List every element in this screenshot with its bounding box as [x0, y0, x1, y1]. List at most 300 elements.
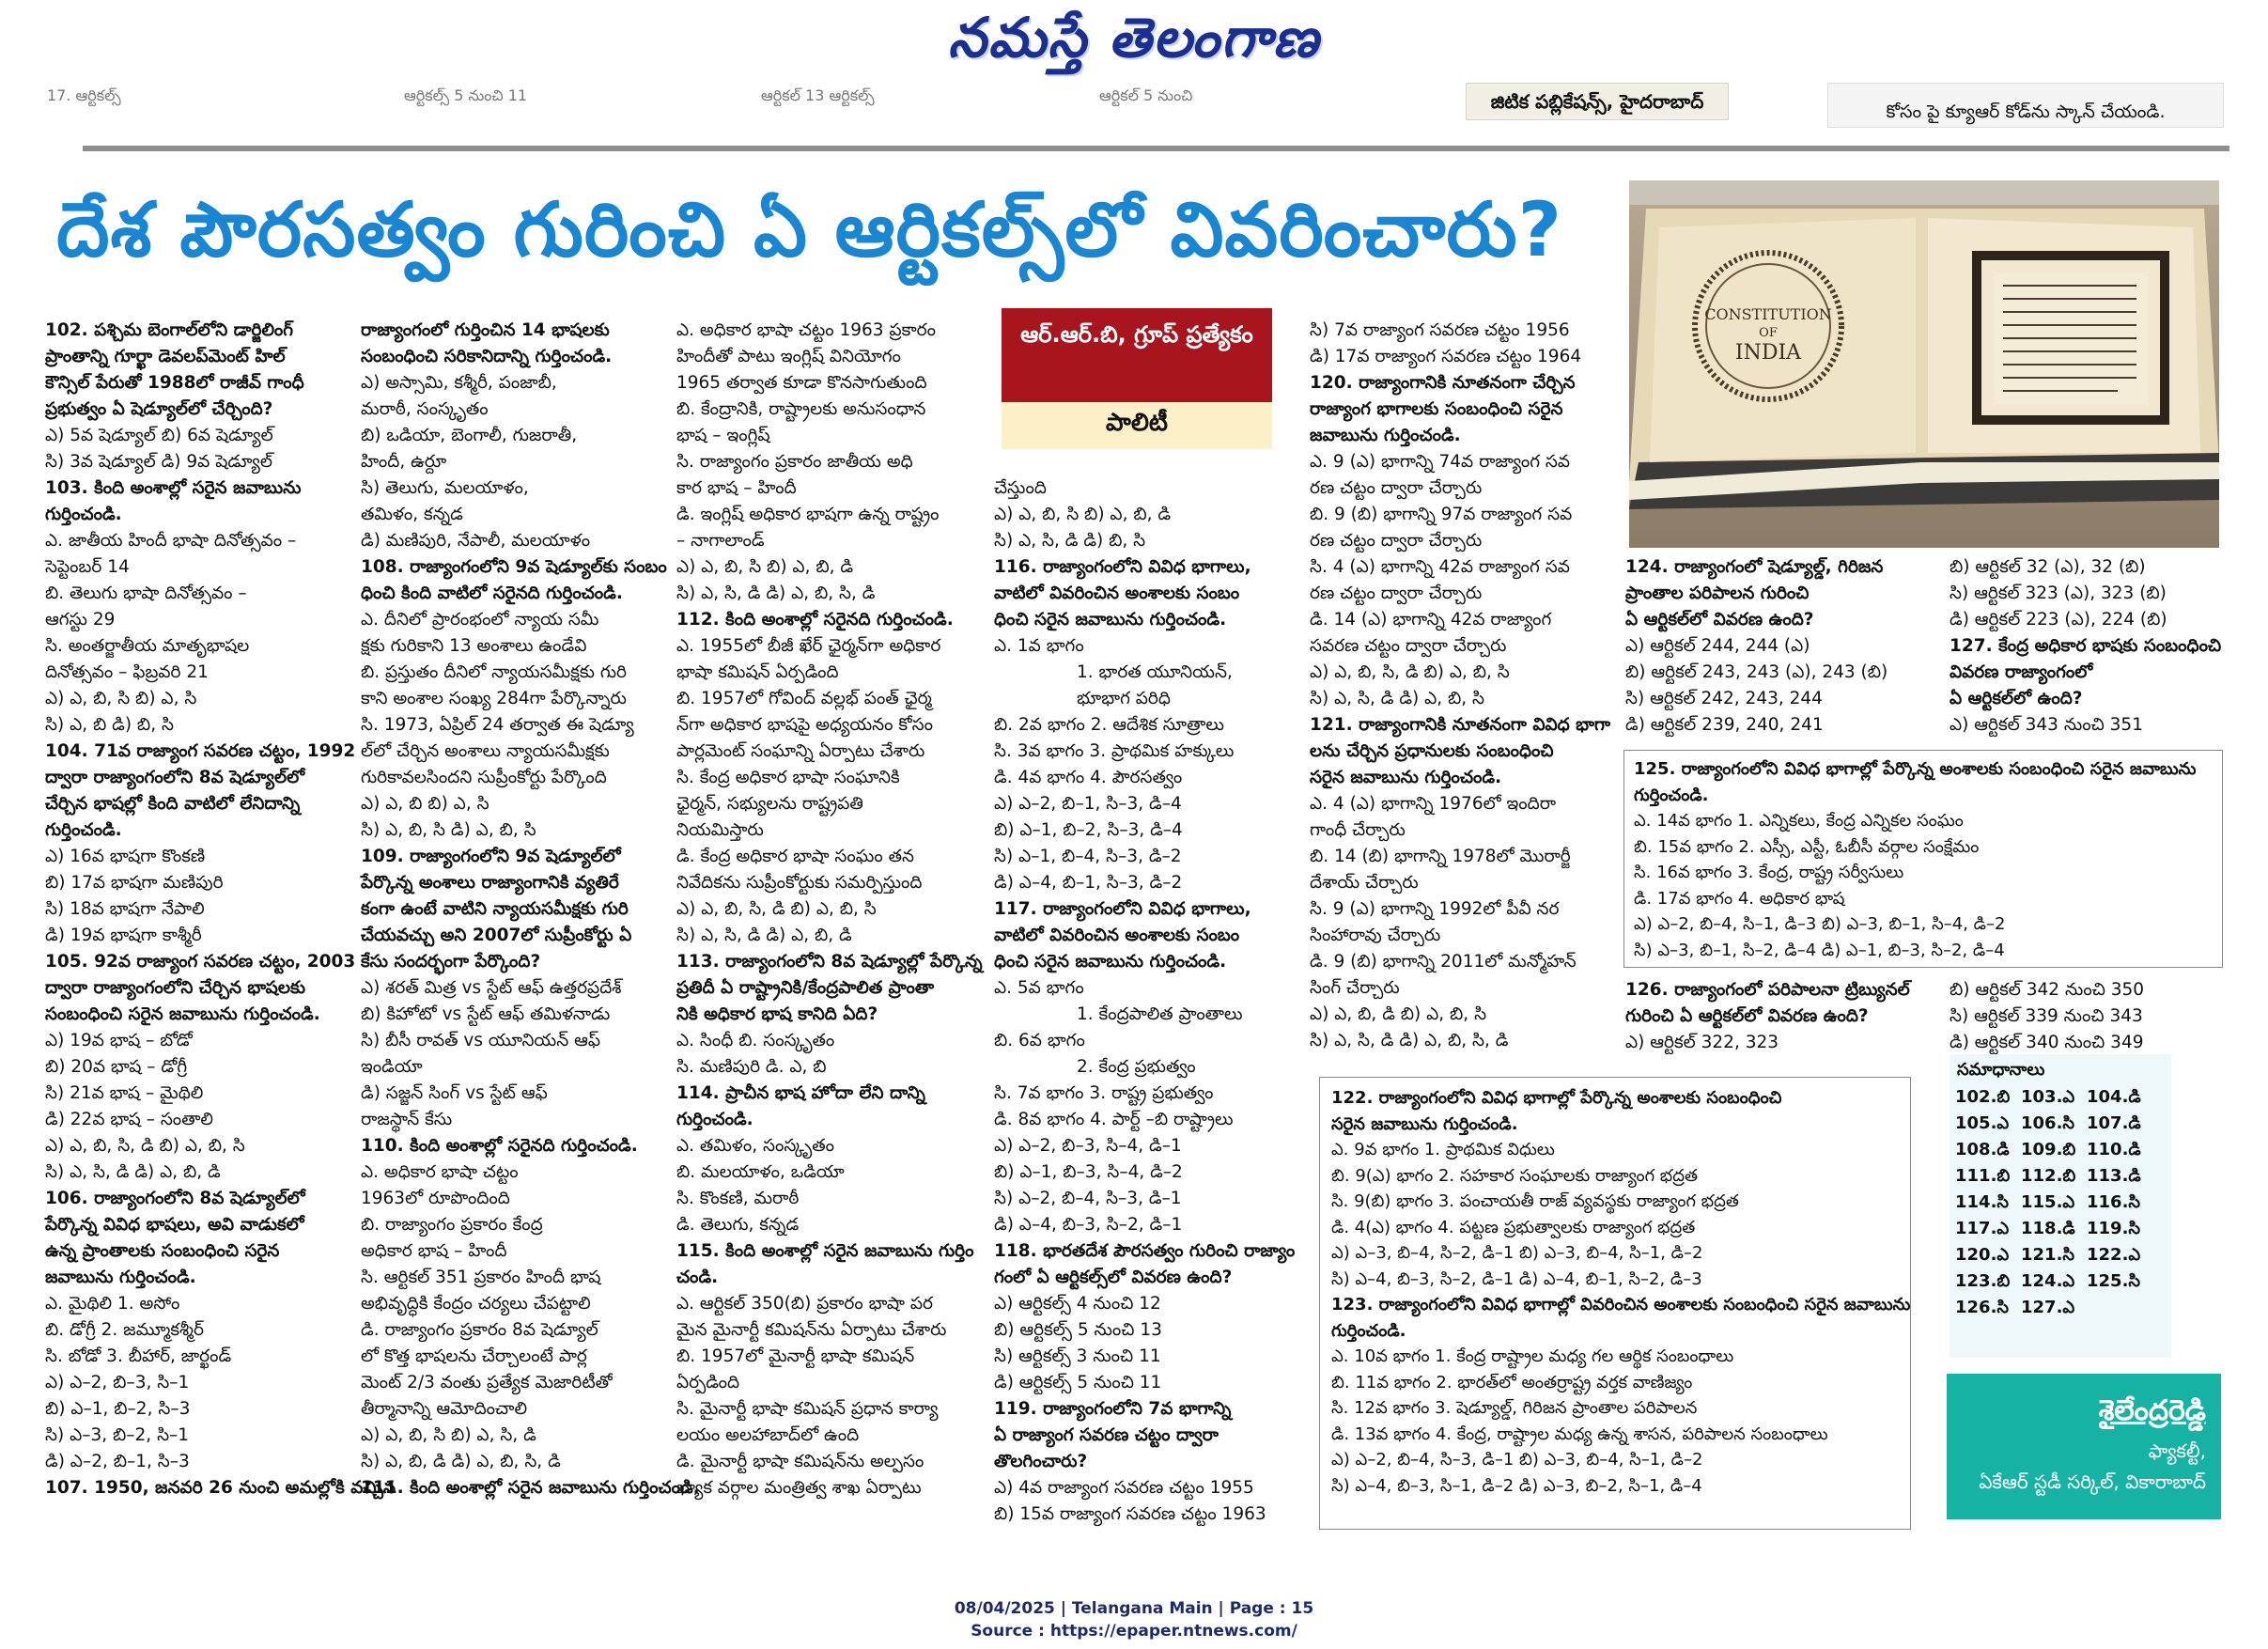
answer-item: 112.బి [2021, 1166, 2076, 1186]
option-text: బి) ఎ–1, బి–3, సి–4, డి–2 [994, 1162, 1183, 1182]
page-footer [0, 1597, 2268, 1642]
statement-text: డి. 4(ఎ) భాగం 4. పట్టణ ప్రభుత్వాలకు రాజ్యాంగ భద్రత [1331, 1217, 1696, 1237]
statement-text: రణ చట్టం ద్వారా చేర్చారు [1310, 478, 1483, 498]
question-text: 111. కింది అంశాల్లో సరైన జవాబును గుర్తించండి. [361, 1478, 700, 1498]
statement-text: సి. కేంద్ర అధికార భాషా సంఘానికి [676, 768, 900, 787]
option-text: సి) ఎ–4, బి–3, సి–2, డి–1 డి) ఎ–4, బి–1, సి–2, డి–3 [1331, 1268, 1702, 1289]
statement-text: బి. కేంద్రానికి, రాష్ట్రాలకు అనుసంధాన [676, 399, 926, 419]
newspaper-logo: నమస్తే తెలంగాణ [948, 6, 1320, 70]
option-text: బి) ఎ–1, బి–2, సి–3, డి–4 [994, 820, 1183, 840]
answer-item: 123.బి [1955, 1271, 2011, 1291]
statement-text: సి. అంతర్జాతీయ మాతృభాషల [45, 636, 250, 656]
statement-text: గాంధీ చేర్చారు [1310, 820, 1406, 840]
question-text: తొలగించారు? [994, 1452, 1088, 1471]
answers-grid [1955, 1087, 2171, 1321]
answer-item: 108.డి [1955, 1140, 2010, 1159]
statement-text: రణ చట్టం ద్వారా చేర్చారు [1310, 531, 1483, 551]
svg-text:OF: OF [1759, 326, 1778, 340]
statement-text: ఎ. ఆర్టికల్ 350(బి) ప్రకారం భాషా పర [676, 1294, 933, 1314]
statement-text: న్‌గా అధికార భాషపై అధ్యయనం కోసం [676, 715, 934, 735]
question-text: చేయవచ్చు అని 2007లో సుప్రీంకోర్టు ఏ [361, 926, 632, 945]
answer-item: 125.సి [2087, 1271, 2141, 1291]
question-text: నికి అధికార భాష కానిది ఏది? [676, 1004, 878, 1024]
faded-text: 17. ఆర్టికల్స్ [47, 86, 121, 104]
question-text: కౌన్సిల్ పేరుతో 1988లో రాజీవ్ గాంధీ [45, 373, 304, 393]
statement-text: భూభాగ పరిధి [1077, 689, 1171, 708]
statement-text: సి. ఆర్టికల్ 351 ప్రకారం హిందీ భాష [361, 1268, 601, 1287]
option-text: సి) ఎ–3, బి–1, సి–2, డి–4 డి) ఎ–1, బి–3, సి–2, డి–4 [1634, 940, 2005, 960]
question-text: కేసు సందర్భంగా పేర్కొంది? [361, 952, 541, 972]
statement-text: సి. మైనార్టీ భాషా కమిషన్ ప్రధాన కార్యా [676, 1399, 939, 1419]
question-text: గంలో ఏ ఆర్టికల్స్‌లో వివరణ ఉంది? [994, 1268, 1233, 1287]
answer-item: 105.ఎ [1955, 1113, 2010, 1133]
statement-text: నివేదికను సుప్రీంకోర్టుకు సమర్పిస్తుంది [676, 873, 923, 893]
column-6 [1625, 554, 1945, 739]
statement-text: ఛైర్మన్, సభ్యులను రాష్ట్రపతి [676, 794, 863, 814]
option-text: బి) 15వ రాజ్యాంగ సవరణ చట్టం 1963 [994, 1504, 1266, 1524]
option-text: ఎ) ఆర్టికల్ 244, 244 (ఎ) [1625, 636, 1810, 656]
question-text: సంబంధించి సరైన జవాబును గుర్తించండి. [45, 1004, 320, 1024]
author-role: ఫ్యాకల్టీ, [2148, 1439, 2206, 1462]
option-text: బి) ఎ–1, బి–2, సి–3 [45, 1399, 191, 1419]
option-text: సి) బీసీ రావత్ vs యూనియన్ ఆఫ్ [361, 1031, 601, 1050]
statement-text: ఎ. 10వ భాగం 1. కేంద్ర రాష్ట్రాల మధ్య గల ఆర్థిక సంబంధాలు [1331, 1346, 1734, 1366]
top-strip [38, 81, 2227, 137]
statement-text: చేస్తుంది [994, 478, 1047, 498]
question-text: ద్వారా రాజ్యాంగంలోని చేర్చిన భాషలకు [45, 978, 306, 998]
answer-item: 106.సి [2021, 1113, 2075, 1133]
question-text: 112. కింది అంశాల్లో సరైనది గుర్తించండి. [676, 610, 954, 630]
statement-text: దేశాయ్ చేర్చారు [1310, 873, 1419, 893]
statement-text: బి. 9(ఎ) భాగం 2. సహకార సంఘాలకు రాజ్యాంగ భద్రత [1331, 1165, 1699, 1186]
question-text: 125. రాజ్యాంగంలోని వివిధ భాగాల్లో పేర్కొన్న అంశాలకు సంబంధించి సరైన జవాబును [1634, 759, 2197, 779]
option-text: డి) 17వ రాజ్యాంగ సవరణ చట్టం 1964 [1310, 347, 1582, 366]
statement-text: డి. 17వ భాగం 4. అధికార భాష [1634, 888, 1845, 909]
option-text: ఎ) ఎ–2, బి–3, సి–4, డి–1 [994, 1136, 1182, 1156]
option-text: ఎ. సింధీ బి. సంస్కృతం [676, 1031, 835, 1050]
column-5 [1310, 318, 1610, 1054]
statement-text: బి. 1957లో మైనార్టీ భాషా కమిషన్ [676, 1346, 915, 1366]
question-text: లను చేర్చిన ప్రధానులకు సంబంధించి [1310, 741, 1554, 761]
option-text: హిందీ, ఉర్దూ [361, 452, 447, 472]
option-text: బి) ఆర్టికల్ 243, 243 (ఎ), 243 (బి) [1625, 662, 1888, 682]
option-text: సి) ఎ, బి, డి డి) ఎ, బి, సి, డి [361, 1452, 561, 1471]
statement-text: మెంట్ 2/3 వంతు ప్రత్యేక మెజారిటీతో [361, 1373, 613, 1392]
option-text: ఎ. తమిళం, సంస్కృతం [676, 1136, 834, 1156]
statement-text: దినోత్సవం – ఫిబ్రవరి 21 [45, 662, 209, 682]
question-text: 103. కింది అంశాల్లో సరైన జవాబును [45, 478, 302, 498]
option-text: సి) ఆర్టికల్ 242, 243, 244 [1625, 689, 1823, 708]
answer-item: 103.ఎ [2021, 1087, 2075, 1107]
statement-text: ఎ. అధికార భాషా చట్టం [361, 1162, 519, 1182]
column-7 [1950, 554, 2231, 739]
statement-text: సి. 9 (ఎ) భాగాన్ని 1992లో పీవీ నర [1310, 899, 1560, 919]
question-text: 114. ప్రాచీన భాష హోదా లేని దాన్ని [676, 1083, 925, 1103]
answer-item: 110.డి [2087, 1140, 2141, 1159]
answer-item: 107.డి [2087, 1113, 2141, 1133]
question-text: 122. రాజ్యాంగంలోని వివిధ భాగాల్లో పేర్కొన్న అంశాలకు సంబంధించి [1331, 1088, 1782, 1108]
statement-text: సి. 4 (ఎ) భాగాన్ని 42వ రాజ్యాంగ సవ [1310, 557, 1570, 577]
option-text: సి) ఎ–4, బి–3, సి–1, డి–2 డి) ఎ–3, బి–2, సి–1, డి–4 [1331, 1475, 1702, 1496]
option-text: సి) ఎ, సి, డి డి) ఎ, బి, సి [1310, 689, 1485, 708]
option-text: సి) తెలుగు, మలయాళం, [361, 478, 529, 498]
column-4 [994, 475, 1295, 1528]
question-text: పేర్కొన్న వివిధ భాషలు, అవి వాడుకలో [45, 1215, 304, 1235]
option-text: ఎ) ఎ, బి బి) ఎ, సి [361, 794, 489, 814]
column-3 [676, 318, 983, 1501]
statement-text: డి. ఇంగ్లిష్ అధికార భాషగా ఉన్న రాష్ట్రం [676, 505, 940, 524]
question-text: 121. రాజ్యాంగానికి నూతనంగా వివిధ భాగా [1310, 715, 1611, 735]
option-text: రాజస్థాన్ కేసు [361, 1110, 453, 1129]
statement-text: మైన మైనార్టీ కమిషన్‌ను ఏర్పాటు చేశారు [676, 1320, 947, 1340]
faded-text: ఆర్టికల్ 5 నుంచి [1099, 86, 1193, 104]
option-text: ఎ) ఎ, బి, సి, డి బి) ఎ, బి, సి [676, 899, 877, 919]
statement-text: బి. ప్రస్తుతం దీనిలో న్యాయసమీక్షకు గురి [361, 662, 627, 682]
option-text: డి) ఎ–4, బి–3, సి–2, డి–1 [994, 1215, 1183, 1235]
option-text: సి) ఎ, బి, సి డి) ఎ, బి, సి [361, 820, 536, 840]
question-text: ద్వారా రాజ్యాంగంలోని 8వ షెడ్యూల్‌లో [45, 768, 305, 787]
option-text: తమిళం, కన్నడ [361, 505, 463, 524]
question-text: 115. కింది అంశాల్లో సరైన జవాబును గుర్తిం [676, 1241, 974, 1261]
option-text: బి) 20వ భాష – డోగ్రీ [45, 1057, 188, 1077]
question-text: 124. రాజ్యాంగంలో షెడ్యూల్డ్, గిరిజన [1625, 557, 1884, 577]
question-text: సరైన జవాబును గుర్తించండి. [1331, 1113, 1518, 1134]
question-text: 117. రాజ్యాంగంలోని వివిధ భాగాలు, [994, 899, 1251, 919]
question-text: వాటిలో వివరించిన అంశాలకు సంబం [994, 583, 1240, 603]
question-text: ఉన్న ప్రాంతాలకు సంబంధించి సరైన [45, 1241, 280, 1261]
statement-text: బి. 1957లో గోవింద్ వల్లభ్ పంత్ ఛైర్మ [676, 689, 932, 708]
answer-item: 121.సి [2021, 1245, 2075, 1265]
option-text: ఎ) ఆర్టికల్స్ 4 నుంచి 12 [994, 1294, 1161, 1314]
statement-text: బి. 14 (బి) భాగాన్ని 1978లో మొరార్జీ [1310, 847, 1571, 866]
statement-text: డి. 13వ భాగం 4. కేంద్ర, రాష్ట్రాల మధ్య ఉన్న శాసన, పరిపాలన సంబంధాలు [1331, 1423, 1828, 1444]
question-text: సరైన జవాబును గుర్తించండి. [1310, 768, 1502, 787]
option-text: ఎ) ఎ–3, బి–4, సి–2, డి–1 బి) ఎ–3, బి–4, సి–1, డి–2 [1331, 1243, 1703, 1263]
statement-text: 2. కేంద్ర ప్రభుత్వం [1077, 1057, 1196, 1077]
question-text: 102. పశ్చిమ బెంగాల్‌లోని డార్జిలింగ్ [45, 320, 294, 340]
option-text: బి) ఆర్టికల్స్ 5 నుంచి 13 [994, 1320, 1162, 1340]
statement-text: ఎ. 1వ భాగం [994, 636, 1084, 656]
statement-text: ఎ. అధికార భాషా చట్టం 1963 ప్రకారం [676, 320, 936, 340]
option-text: మరాఠీ, సంస్కృతం [361, 399, 489, 419]
question-text: చేర్చిన భాషల్లో కింది వాటిలో లేనిదాన్ని [45, 794, 301, 814]
statement-text: తీర్మానాన్ని ఆమోదించాలి [361, 1399, 528, 1419]
footer-date-line: 08/04/2025 | Telangana Main | Page : 15 [954, 1599, 1314, 1618]
question-text: చండి. [676, 1268, 719, 1287]
option-text: సి. బోడో 3. బీహార్, జార్ఖండ్ [45, 1346, 232, 1366]
option-text: సి. కొంకణి, మరాఠీ [676, 1189, 800, 1208]
question-text: ప్రభుత్వం ఏ షెడ్యూల్‌లో చేర్చింది? [45, 399, 273, 419]
answer-item: 111.బి [1955, 1166, 2011, 1186]
column-9 [1950, 977, 2231, 1056]
option-text: బి. డోగ్రీ 2. జమ్మూకశ్మీర్ [45, 1320, 204, 1340]
question-text: రాజ్యాంగంలో గుర్తించిన 14 భాషలకు [361, 320, 610, 340]
publisher-box: జిటిక పబ్లికేషన్స్, హైదరాబాద్ [1466, 83, 1729, 120]
answer-item: 120.ఎ [1955, 1245, 2010, 1265]
option-text: ఎ) ఎ, బి, సి, డి బి) ఎ, బి, సి [45, 1136, 245, 1156]
statement-text: క్షకు గురికాని 13 అంశాలు ఉండేవి [361, 636, 587, 656]
question-text: ధించి కింది వాటిలో సరైనది గుర్తించండి. [361, 583, 623, 603]
option-text: సి) ఆర్టికల్ 323 (ఎ), 323 (బి) [1950, 583, 2167, 603]
statement-text: హిందీతో పాటు ఇంగ్లిష్ వినియోగం [676, 347, 901, 366]
option-text: డి) ఆర్టికల్ 239, 240, 241 [1625, 715, 1824, 735]
option-text: ఎ) 4వ రాజ్యాంగ సవరణ చట్టం 1955 [994, 1478, 1254, 1498]
statement-text: బి. 11వ భాగం 2. భారత్‌లో అంతర్రాష్ట్ర వర్తక వాణిజ్యం [1331, 1372, 1693, 1392]
question-text: 106. రాజ్యాంగంలోని 8వ షెడ్యూల్‌లో [45, 1189, 305, 1208]
question-text: గుర్తించండి. [1331, 1320, 1406, 1341]
statement-text: ఎ. జాతీయ హిందీ భాషా దినోత్సవం – [45, 531, 297, 551]
option-text: ఎ) అస్సామి, కశ్మీరీ, పంజాబీ, [361, 373, 557, 393]
column-2 [361, 318, 700, 1501]
question-text: ఏ ఆర్టికల్‌లో ఉంది? [1950, 689, 2083, 708]
statement-text: డి. 8వ భాగం 4. పార్ట్ –బి రాష్ట్రాలు [994, 1110, 1234, 1129]
author-box [1947, 1374, 2221, 1519]
option-text: ఎ) ఎ, బి, సి బి) ఎ, బి, డి [994, 505, 1172, 524]
section-tag-top: ఆర్.ఆర్.బి, గ్రూప్ ప్రత్యేకం [1002, 308, 1272, 402]
statement-text: 1963లో రూపొందింది [361, 1189, 510, 1208]
question-text: జవాబును గుర్తించండి. [1310, 426, 1461, 445]
option-text: డి) 19వ భాషగా కాశ్మీరీ [45, 926, 202, 945]
statement-text: అధికార భాష – హిందీ [361, 1241, 507, 1261]
svg-text:CONSTITUTION: CONSTITUTION [1704, 305, 1832, 323]
statement-text: డి. 9 (బి) భాగాన్ని 2011లో మన్మోహన్ [1310, 952, 1577, 972]
statement-text: అభివృద్ధికి కేంద్రం చర్యలు చేపట్టాలి [361, 1294, 591, 1314]
statement-text: బి. రాజ్యాంగం ప్రకారం కేంద్ర [361, 1215, 543, 1235]
statement-text: రణ చట్టం ద్వారా చేర్చారు [1310, 583, 1483, 603]
statement-text: బి. 15వ భాగం 2. ఎస్సీ, ఎస్టీ, ఓబీసీ వర్గాల సంక్షేమం [1634, 836, 1980, 857]
statement-text: సి. 1973, ఏప్రిల్ 24 తర్వాత ఈ షెడ్యూ [361, 715, 634, 735]
question-text: రాజ్యాంగ భాగాలకు సంబంధించి సరైన [1310, 399, 1563, 419]
question-text: గుర్తించండి. [45, 820, 122, 840]
statement-text: సి. 7వ భాగం 3. రాష్ట్ర ప్రభుత్వం [994, 1083, 1214, 1103]
question-text: గుర్తించండి. [45, 505, 122, 524]
statement-text: బి. తెలుగు భాషా దినోత్సవం – [45, 583, 247, 603]
option-text: బి) కిహోటో vs స్టేట్ ఆఫ్ తమిళనాడు [361, 1004, 611, 1024]
answer-item: 102.బి [1955, 1087, 2011, 1107]
question-text: 123. రాజ్యాంగంలోని వివిధ భాగాల్లో వివరించిన అంశాలకు సంబంధించి సరైన జవాబును [1331, 1295, 1911, 1315]
question-text: 118. భారతదేశ పౌరసత్వం గురించి రాజ్యాం [994, 1241, 1296, 1261]
answer-item: 117.ఎ [1955, 1219, 2010, 1238]
option-text: సి) ఎ, సి, డి డి) ఎ, బి, డి [676, 926, 852, 945]
svg-text:INDIA: INDIA [1734, 341, 1802, 365]
option-text: సి) 3వ షెడ్యూల్ డి) 9వ షెడ్యూల్ [45, 452, 273, 472]
option-text: సి) 7వ రాజ్యాంగ సవరణ చట్టం 1956 [1310, 320, 1570, 340]
option-text: బి. మలయాళం, ఒడియా [676, 1162, 845, 1182]
option-text: బి) ఒడియా, బెంగాలీ, గుజరాతీ, [361, 426, 578, 445]
statement-text: సెప్టెంబర్ 14 [45, 557, 130, 577]
question-text: 105. 92వ రాజ్యాంగ సవరణ చట్టం, 2003 [45, 952, 356, 972]
statement-text: ఎ. దీనిలో ప్రారంభంలో న్యాయ సమీ [361, 610, 599, 630]
statement-text: డి. 4వ భాగం 4. పౌరసత్వం [994, 768, 1183, 787]
statement-text: సి. 16వ భాగం 3. కేంద్ర, రాష్ట్ర సర్వీసులు [1634, 863, 1904, 882]
option-text: సి) ఎ, సి, డి డి) ఎ, బి, డి [45, 1162, 221, 1182]
option-text: ఎ) ఎ, బి, సి బి) ఎ, సి, డి [361, 1425, 536, 1445]
statement-text: సి. 3వ భాగం 3. ప్రాథమిక హక్కులు [994, 741, 1235, 761]
statement-text: ఎ. 14వ భాగం 1. ఎన్నికలు, కేంద్ర ఎన్నికల సంఘం [1634, 811, 1964, 831]
author-org: ఏకేఆర్ స్టడీ సర్కిల్, వికారాబాద్ [1979, 1470, 2206, 1493]
option-text: ఎ) 5వ షెడ్యూల్ బి) 6వ షెడ్యూల్ [45, 426, 273, 445]
answers-box [1950, 1054, 2171, 1358]
answer-item: 118.డి [2021, 1219, 2075, 1238]
question-text: గుర్తించండి. [676, 1110, 753, 1129]
statement-text: భాషా కమిషన్ ఏర్పడింది [676, 662, 839, 682]
option-text: డి) సజ్జన్ సింగ్ vs స్టేట్ ఆఫ్ [361, 1083, 548, 1103]
option-text: ఎ) ఎ–2, బి–4, సి–1, డి–3 బి) ఎ–3, బి–1, సి–4, డి–2 [1634, 914, 2006, 934]
option-text: ఎ) ఎ, బి, సి బి) ఎ, బి, డి [676, 557, 854, 577]
question-text: 119. రాజ్యాంగంలోని 7వ భాగాన్ని [994, 1399, 1232, 1419]
question-text: వివరణ రాజ్యాంగంలో [1950, 662, 2093, 682]
option-text: సి) ఎ–2, బి–4, సి–3, డి–1 [994, 1189, 1182, 1208]
option-text: సి) ఆర్టికల్ 339 నుంచి 343 [1950, 1006, 2143, 1026]
statement-text: సింగ్ చేర్చారు [1310, 978, 1400, 998]
option-text: బి) 17వ భాషగా మణిపురి [45, 873, 224, 893]
statement-text: ఏర్పడింది [676, 1373, 740, 1392]
statement-text: సవరణ చట్టం ద్వారా చేర్చారు [1310, 636, 1507, 656]
masthead [0, 0, 2268, 75]
statement-text: సి. 9(బి) భాగం 3. పంచాయతీ రాజ్ వ్యవస్థకు రాజ్యాంగ భద్రత [1331, 1191, 1739, 1211]
question-text: ధించి సరైన జవాబును గుర్తించండి. [994, 610, 1227, 630]
divider-rule [83, 146, 2229, 151]
statement-text: కాని అంశాల సంఖ్య 284గా పేర్కొన్నారు [361, 689, 627, 708]
statement-text: సి. 12వ భాగం 3. షెడ్యూల్డ్, గిరిజన ప్రాంతాల పరిపాలన [1331, 1398, 1698, 1418]
constitution-book-photo [1629, 180, 2219, 548]
statement-text: లయం అలహాబాద్‌లో ఉంది [676, 1425, 860, 1445]
question-text: 127. కేంద్ర అధికార భాషకు సంబంధించి [1950, 636, 2222, 656]
question-text: వాటిలో వివరించిన అంశాలకు సంబం [994, 926, 1240, 945]
question-text: 110. కింది అంశాల్లో సరైనది గుర్తించండి. [361, 1136, 638, 1156]
option-text: ఎ) శరత్ మిత్ర vs స్టేట్ ఆఫ్ ఉత్తరప్రదేశ్ [361, 978, 622, 998]
option-text: సి) ఎ, సి, డి డి) బి, సి [994, 531, 1146, 551]
question-text: ఏ రాజ్యాంగ సవరణ చట్టం ద్వారా [994, 1425, 1219, 1445]
statement-text: లో కొత్త భాషలను చేర్చాలంటే పార్ల [361, 1346, 587, 1366]
answer-item: 119.సి [2087, 1219, 2141, 1238]
answer-item: 126.సి [1955, 1298, 2010, 1317]
option-text: సి) ఎ, బి డి) బి, సి [45, 715, 174, 735]
faded-text: ఆర్టికల్ 13 ఆర్టికల్స్ [761, 86, 875, 104]
option-text: సి) 18వ భాషగా నేపాలి [45, 899, 205, 919]
headline: దేశ పౌరసత్వం గురించి ఏ ఆర్టికల్స్‌లో వివరించారు? [56, 186, 1563, 273]
qr-note-box: కోసం పై క్యూఆర్ కోడ్‌ను స్కాన్ చేయండి. [1827, 83, 2224, 128]
statement-text: ఎ. 9 (ఎ) భాగాన్ని 74వ రాజ్యాంగ సవ [1310, 452, 1571, 472]
question-text: గుర్తించండి. [1634, 785, 1709, 805]
column-8 [1625, 977, 1945, 1056]
question-text: 107. 1950, జనవరి 26 నుంచి అమల్లోకి వచ్చిన [45, 1478, 396, 1498]
question-text: సంబంధించి సరికానిదాన్ని గుర్తించండి. [361, 347, 613, 366]
answer-item: 115.ఎ [2021, 1192, 2075, 1212]
option-text: బి) ఆర్టికల్ 32 (ఎ), 32 (బి) [1950, 557, 2146, 577]
statement-text: కార భాష – హిందీ [676, 478, 797, 498]
option-text: ఎ) 19వ భాష – బోడో [45, 1031, 193, 1050]
answer-item: 109.బి [2021, 1140, 2076, 1159]
question-text: కంగా ఉంటే వాటిని న్యాయసమీక్షకు గురి [361, 899, 629, 919]
statement-text: భాష – ఇంగ్లిష్ [676, 426, 770, 445]
question-text: ఏ ఆర్టికల్‌లో వివరణ ఉంది? [1625, 610, 1814, 630]
footer-source-line[interactable]: Source : https://epaper.ntnews.com/ [971, 1622, 1297, 1641]
statement-text: బి. 6వ భాగం [994, 1031, 1085, 1050]
statement-text: డి. 14 (ఎ) భాగాన్ని 42వ రాజ్యాంగ [1310, 610, 1552, 630]
statement-text: ఎ. 5వ భాగం [994, 978, 1084, 998]
statement-text: ల్‌లో చేర్చిన అంశాలు న్యాయసమీక్షకు [361, 741, 610, 761]
question-text: ప్రాంతాల పరిపాలన గురించి [1625, 583, 1810, 603]
option-text: ఎ) ఎ–2, బి–3, సి–1 [45, 1373, 190, 1392]
question-text: 109. రాజ్యాంగంలోని 9వ షెడ్యూల్‌లో [361, 847, 621, 866]
statement-text: పార్లమెంట్ సంఘాన్ని ఏర్పాటు చేశారు [676, 741, 925, 761]
answer-item: 113.డి [2087, 1166, 2141, 1186]
option-text: డి) మణిపురి, నేపాలీ, మలయాళం [361, 531, 591, 551]
question-box-125 [1623, 750, 2223, 968]
statement-text: బి. 9 (బి) భాగాన్ని 97వ రాజ్యాంగ సవ [1310, 505, 1573, 524]
statement-text: గురికావలసిందని సుప్రీంకోర్టు పేర్కొంది [361, 768, 607, 787]
question-text: 120. రాజ్యాంగానికి నూతనంగా చేర్చిన [1310, 373, 1576, 393]
question-text: ధించి సరైన జవాబును గుర్తించండి. [994, 952, 1227, 972]
option-text: డి) ఆర్టికల్ 340 నుంచి 349 [1950, 1033, 2144, 1052]
section-tag-bottom: పాలిటీ [1002, 402, 1272, 449]
question-text: 113. రాజ్యాంగంలోని 8వ షెడ్యూల్లో పేర్కొన్న [676, 952, 983, 972]
statement-text: 1965 తర్వాత కూడా కొనసాగుతుంది [676, 373, 927, 393]
answer-item: 116.సి [2087, 1192, 2141, 1212]
option-text: ఎ. మైథిలి 1. అసోం [45, 1294, 180, 1314]
option-text: ఎ) ఎ, బి, సి, డి బి) ఎ, బి, సి [1310, 662, 1510, 682]
statement-text: ఖ్యాక వర్గాల మంత్రిత్వ శాఖ ఏర్పాటు [676, 1478, 922, 1498]
statement-text: 1. భారత యూనియన్, [1077, 662, 1233, 682]
answer-item: 127.ఎ [2021, 1298, 2075, 1317]
statement-text: – నాగాలాండ్ [676, 531, 765, 551]
question-text: 104. 71వ రాజ్యాంగ సవరణ చట్టం, 1992 [45, 741, 356, 761]
statement-text: సింహారావు చేర్చారు [1310, 926, 1441, 945]
question-text: జవాబును గుర్తించండి. [45, 1268, 196, 1287]
option-text: సి) ఎ, సి, డి డి) ఎ, బి, సి, డి [676, 583, 876, 603]
statement-text: డి. కేంద్ర అధికార భాషా సంఘం తన [676, 847, 914, 866]
option-text: సి) 21వ భాష – మైథిలి [45, 1083, 204, 1103]
option-text: డి) ఆర్టికల్స్ 5 నుంచి 11 [994, 1373, 1162, 1392]
statement-text: నియమిస్తారు [676, 820, 764, 840]
option-text: ఎ) ఎ, బి, సి బి) ఎ, సి [45, 689, 197, 708]
option-text: ఎ) ఎ–2, బి–1, సి–3, డి–4 [994, 794, 1182, 814]
answers-title: సమాధానాలు [1957, 1060, 2045, 1080]
answer-item: 104.డి [2087, 1087, 2141, 1107]
option-text: డి. తెలుగు, కన్నడ [676, 1215, 800, 1235]
question-text: పేర్కొన్న అంశాలు రాజ్యాంగానికి వ్యతిరే [361, 873, 619, 893]
question-text: 116. రాజ్యాంగంలోని వివిధ భాగాలు, [994, 557, 1251, 577]
statement-text: డి. రాజ్యాంగం ప్రకారం 8వ షెడ్యూల్ [361, 1320, 598, 1340]
section-label [1002, 308, 1272, 449]
answer-item: 122.ఎ [2087, 1245, 2141, 1265]
statement-text: 1. కేంద్రపాలిత ప్రాంతాలు [1077, 1004, 1243, 1024]
option-text: సి. మణిపురి డి. ఎ, బి [676, 1057, 827, 1077]
statement-text: ఆగస్టు 29 [45, 610, 116, 630]
author-name: శైలేంద్రరెడ్డి [2098, 1394, 2206, 1427]
answer-item: 124.ఎ [2021, 1271, 2075, 1291]
question-text: ప్రతిదీ ఏ రాష్ట్రానికి/కేంద్రపాలిత ప్రాంతా [676, 978, 935, 998]
statement-text: ఎ. 4 (ఎ) భాగాన్ని 1976లో ఇందిరా [1310, 794, 1557, 814]
option-text: డి) ఎ–4, బి–1, సి–3, డి–2 [994, 873, 1183, 893]
option-text: బి) ఆర్టికల్ 342 నుంచి 350 [1950, 980, 2145, 1000]
statement-text: బి. 2వ భాగం 2. ఆదేశిక సూత్రాలు [994, 715, 1224, 735]
question-box-122-123 [1319, 1077, 1911, 1530]
answer-item: 114.సి [1955, 1192, 2010, 1212]
option-text: డి) ఎ–2, బి–1, సి–3 [45, 1452, 190, 1471]
option-text: ఎ) ఆర్టికల్ 343 నుంచి 351 [1950, 715, 2143, 735]
option-text: ఎ) 16వ భాషగా కొంకణి [45, 847, 206, 866]
question-text: 108. రాజ్యాంగంలోని 9వ షెడ్యూల్‌కు సంబం [361, 557, 667, 577]
option-text: ఎ) ఆర్టికల్ 322, 323 [1625, 1033, 1779, 1052]
option-text: సి) ఎ, సి, డి డి) ఎ, బి, సి, డి [1310, 1031, 1509, 1050]
question-text: ప్రాంతాన్ని గూర్ఖా డెవలప్‌మెంట్ హిల్ [45, 347, 286, 366]
option-text: డి) ఆర్టికల్ 223 (ఎ), 224 (బి) [1950, 610, 2167, 630]
option-text: డి) 22వ భాష – సంతాలి [45, 1110, 213, 1129]
statement-text: ఎ. 9వ భాగం 1. ప్రాథమిక విధులు [1331, 1140, 1555, 1159]
option-text: ఎ) ఎ–2, బి–4, సి–3, డి–1 బి) ఎ–3, బి–4, సి–1, డి–2 [1331, 1450, 1703, 1470]
